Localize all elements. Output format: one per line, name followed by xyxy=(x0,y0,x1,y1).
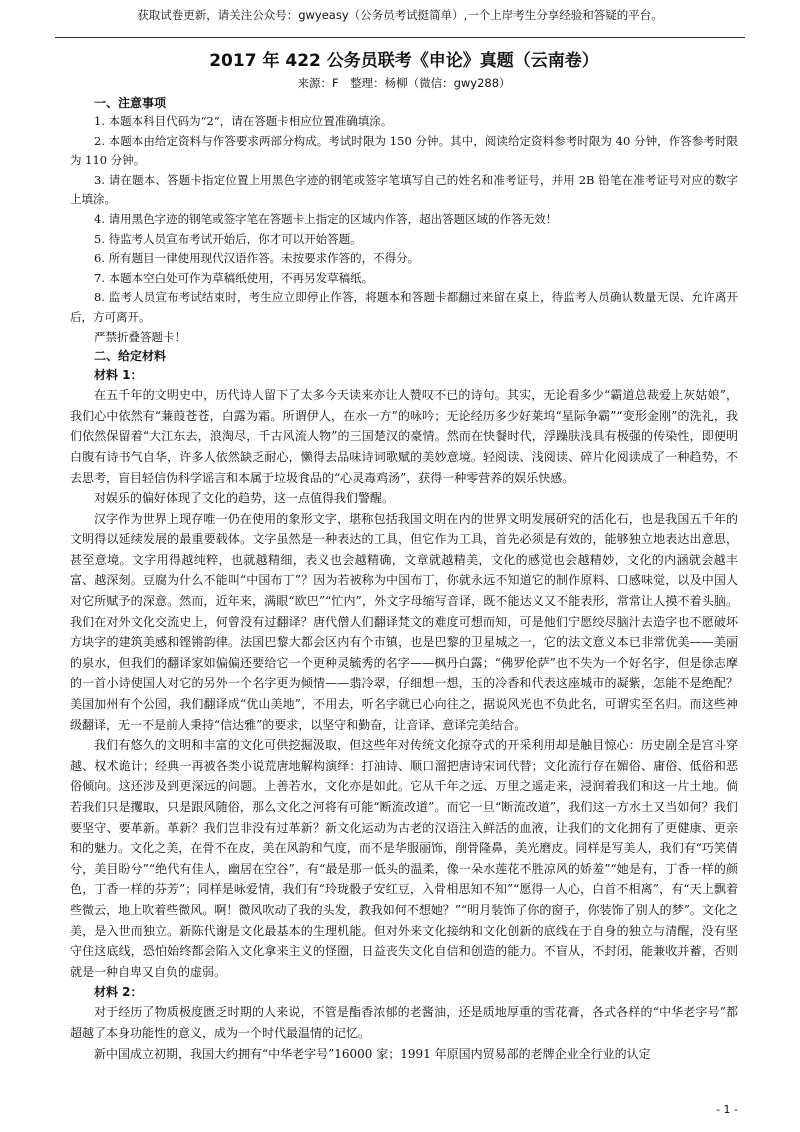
material-paragraph: 对娱乐的偏好体现了文化的趋势，这一点值得我们警醒。 xyxy=(94,491,395,506)
note-item: 5. 待监考人员宣布考试开始后，你才可以开始答题。 xyxy=(94,231,362,246)
material-paragraph: 汉字作为世界上现存唯一仍在使用的象形文字，堪称包括我国文明在内的世界文明发展研究的活化石，也是我国五千年的文明得以延续发展的最重要载体。文字虽然是一种表达的工具，但它作为工具，首先必须是有效的，能够独立地表达出意思，甚至意境。文字用得越纯粹，也就越精细，表义也会越精确，文章就越精美，文化的感觉也会越精妙，文化的内涵就会越丰富、越深刻。豆腐为什么不能叫“中国布丁”？因为若被称为中国布丁，你就永远不知道它的制作原料、口感味觉，以及中国人对它所赋予的深意。然而，近年来，满眼“欧巴”“忙内”，外文字母缩写音译，既不能达义又不能表形，常常让人摸不着头脑。我们在对外文化交流史上，何曾没有过翻译？唐代僧人们翻译梵文的难度可想而知，可是他们宁愿绞尽脑汁去造字也不愿破坏方块字的建筑美感和铿锵韵律。法国巴黎大都会区内有个市镇，也是巴黎的卫星城之一，它的法文意义本已非常优美——美丽的泉水，但我们的翻译家如偏偏还要给它一个更种灵毓秀的名字——枫丹白露；“佛罗伦萨”也不失为一个好名字，但是徐志摩的一首小诗使国人对它的另外一个名字更为倾情——翡冷翠，仔细想一想，玉的冷香和代表这座城市的凝紫，怎能不是绝配？美国加州有个公园，我们翻译成“优山美地”，不用去，听名字就已心向往之，据说风光也不负此名，可谓实至名归。而这些神级翻译，无一不是前人秉持“信达雅”的要求，以坚守和勤奋，让音译、意译完美结合。 xyxy=(70,511,738,732)
material-1-title: 材料 1： xyxy=(94,368,143,383)
material-paragraph: 新中国成立初期，我国大约拥有“中华老字号”16000 家；1991 年原国内贸易部的老牌企业全行业的认定 xyxy=(94,1046,651,1061)
note-item: 1. 本题本科目代码为“2”，请在答题卡相应位置准确填涂。 xyxy=(94,114,393,128)
section-notes-title: 一、注意事项 xyxy=(94,96,167,110)
document-source: 来源：F 整理：杨柳（微信：gwy288） xyxy=(297,76,511,90)
header-divider xyxy=(55,37,745,38)
note-item: 6. 所有题目一律使用现代汉语作答。未按要求作答的，不得分。 xyxy=(94,251,420,266)
material-paragraph: 我们有悠久的文明和丰富的文化可供挖掘汲取，但这些年对传统文化掠夺式的开采利用却是触目惊心：历史剧全是宫斗穿越、权术诡计；经典一再被各类小说荒唐地解构演绎：打油诗、顺口溜把唐诗宋词代替；文化流行存在媚俗、庸俗、低俗和恶俗倾向。这还涉及到更深远的问题。上善若水，文化亦是如此。它从千年之远、万里之遥走来，浸润着我们和这一片土地。倘若我们只是攫取，只是跟风随俗，那么文化之河将有可能“断流改道”。而它一旦“断流改道”，我们这一方水土又当如何？我们要坚守、要革新。革新？我们岂非没有过革新？新文化运动为古老的汉语注入鲜活的血液，让我们的文化拥有了更健康、更亲和的魅力。文化之美，在骨不在皮，美在风韵和气度，而不是华服丽饰，削骨隆鼻，美光磨皮。同样是写美人，我们有“巧笑倩兮，美目盼兮”“绝代有佳人，幽居在空谷”，有“最是那一低头的温柔，像一朵水莲花不胜凉风的娇羞”“她是有，丁香一样的颜色，丁香一样的芬芳”；同样是咏爱情，我们有“玲珑骰子安红豆，入骨相思知不知”“愿得一人心，白首不相离”，有“天上飘着些微云，地上吹着些微风。啊！微风吹动了我的头发，教我如何不想她？”“明月装饰了你的窗子，你装饰了别人的梦”。文化之美，是入世而独立。新陈代谢是文化最基本的生理机能。但对外来文化接纳和文化创新的底线在于自身的独立与清醒，没有坚守住这底线，恐怕始终都会陷入文化拿来主义的怪圈，日益丧失文化自信和创造的能力。不盲从，不封闭，能兼收并蓄，否则就是一种自卑又自负的虚弱。 xyxy=(70,738,738,979)
page-number: - 1 - xyxy=(716,1103,738,1116)
note-item: 8. 监考人员宣布考试结束时，考生应立即停止作答，将题本和答题卡都翻过来留在桌上，待监考人员确认数量无误、允许离开后，方可离开。 xyxy=(70,290,738,324)
note-item: 3. 请在题本、答题卡指定位置上用黑色字迹的钢笔或签字笔填写自己的姓名和准考证号，并用 2B 铅笔在准考证号对应的数字上填涂。 xyxy=(70,172,738,207)
note-item: 7. 本题本空白处可作为草稿纸使用，不再另发草稿纸。 xyxy=(94,270,374,285)
note-item: 2. 本题本由给定资料与作答要求两部分构成。考试时限为 150 分钟。其中，阅读给定资料参考时限为 40 分钟，作答参考时限为 110 分钟。 xyxy=(70,133,738,168)
note-warning: 严禁折叠答题卡！ xyxy=(94,329,186,344)
note-item: 4. 请用黑色字迹的钢笔或签字笔在答题卡上指定的区域内作答，超出答题区域的作答无效！ xyxy=(94,211,558,226)
material-paragraph: 对于经历了物质极度匮乏时期的人来说，不管是酯香浓郁的老酱油，还是质地厚重的雪花膏，各式各样的“中华老字号”都超越了本身功能性的意义，成为一个时代最温情的记忆。 xyxy=(70,1005,738,1040)
section-materials-title: 二、给定材料 xyxy=(94,349,167,364)
document-title: 2017 年 422 公务员联考《申论》真题（云南卷） xyxy=(209,51,599,71)
material-paragraph: 在五千年的文明史中，历代诗人留下了太多今天读来亦让人赞叹不已的诗句。其实，无论看多少“霸道总裁爱上灰姑娘”，我们心中依然有“蒹葭苍苍，白露为霜。所谓伊人，在水一方”的咏吟；无论经历多少好莱坞“星际争霸”“变形金刚”的洗礼，我们依然保留着“大江东去，浪淘尽，千古风流人物”的三国楚汉的豪情。然而在快餐时代，浮躁肤浅具有极强的传染性，即便明白腹有诗书气自华，许多人依然缺乏耐心，懒得去品味诗词歌赋的美妙意境。轻阅读、浅阅读、碎片化阅读成了一种趋势，不去思考，盲目轻信伪科学谣言和本属于垃圾食品的“心灵毒鸡汤”，获得一种零营养的娱乐快感。 xyxy=(70,388,738,485)
material-2-title: 材料 2： xyxy=(94,985,143,1000)
document-body xyxy=(70,44,738,1064)
page-header-banner: 获取试卷更新，请关注公众号：gwyeasy（公务员考试挺简单）,一个上岸考生分享经验和答疑的平台。 xyxy=(137,8,663,22)
